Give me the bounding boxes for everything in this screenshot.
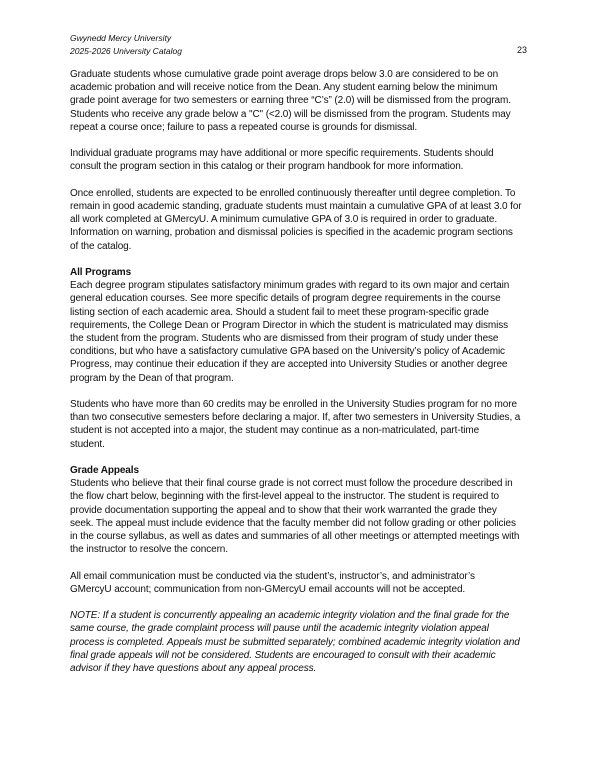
paragraph-all-programs [70, 279, 550, 385]
text-line: the flow chart below, beginning with the first-level appeal to the instructor. The student is required to [70, 491, 500, 503]
text-line: All email communication must be conducted via the student’s, instructor’s, and administrator’s [70, 570, 475, 582]
text-line: Students who receive any grade below a "C" (<2.0) will be dismissed from the program. Students may [70, 108, 511, 120]
header-university: Gwynedd Mercy University [70, 33, 172, 43]
text-line: student is not accepted into a major, the student may continue as a non-matriculated, part-time [70, 425, 480, 437]
text-line: requirements, the College Dean or Program Director in which the student is matriculated may dismiss [70, 319, 509, 331]
text-line: the instructor to resolve the concern. [70, 544, 228, 556]
heading-grade-appeals: Grade Appeals [70, 465, 139, 477]
text-line: in the course syllabus, as well as dates and summaries of all other meetings or attempted meetings with [70, 531, 520, 543]
text-line: remain in good academic standing, graduate students must maintain a cumulative GPA of at least 3.0 for [70, 201, 522, 212]
text-line: academic probation and will receive notice from the Dean. Any student earning below the minimum [70, 82, 498, 94]
paragraph-program-requirements [70, 147, 550, 173]
paragraph-note [70, 609, 550, 675]
text-line: NOTE: If a student is concurrently appealing an academic integrity violation and the final grade for the [70, 610, 510, 622]
paragraph-university-studies [70, 398, 550, 451]
text-line: Each degree program stipulates satisfactory minimum grades with regard to its own major and certain [70, 280, 510, 292]
text-line: the student from the program. Students who are dismissed from their program of study under these [70, 333, 499, 345]
text-line: final grade appeals will not be considered. Students are encouraged to consult with their academic [70, 649, 496, 661]
text-line: program by the Dean of that program. [70, 372, 234, 384]
text-line: repeat a course once; failure to pass a repeated course is grounds for dismissal. [70, 121, 418, 133]
text-line: seek. The appeal must include evidence that the faculty member did not follow grading or other policies [70, 517, 516, 529]
paragraph-enrollment [70, 187, 550, 253]
text-line: all work completed at GMercyU. A minimum cumulative GPA of 3.0 is required in order to graduate. [70, 214, 498, 226]
paragraph-probation [70, 68, 550, 134]
text-line: same course, the grade complaint process will pause until the academic integrity violation appeal [70, 623, 489, 635]
heading-all-programs: All Programs [70, 267, 132, 278]
text-line: process is completed. Appeals must be submitted separately; combined academic integrity violation and [70, 636, 520, 648]
text-line: Information on warning, probation and dismissal policies is specified in the academic program sections [70, 227, 513, 239]
text-line: advisor if they have questions about any appeal process. [70, 663, 317, 675]
paragraph-email [70, 570, 550, 596]
text-line: consult the program section in this catalog or their program handbook for more information. [70, 161, 464, 173]
section-all-programs [70, 266, 550, 385]
text-line: than two consecutive semesters before declaring a major. If, after two semesters in University Studies, a [70, 412, 521, 424]
text-line: provide documentation supporting the appeal and to show that their work warranted the grade they [70, 504, 497, 516]
text-line: grade point average for two semesters or earning three “C’s” (2.0) will be dismissed from the program. [70, 95, 511, 107]
text-line: of the catalog. [70, 240, 132, 252]
text-line: Graduate students whose cumulative grade point average drops below 3.0 are considered to be on [70, 69, 499, 80]
page-number: 23 [516, 45, 527, 55]
text-line: conditions, but who have a satisfactory cumulative GPA based on the University’s policy of Academic [70, 346, 505, 358]
text-line: Individual graduate programs may have additional or more specific requirements. Students should [70, 148, 494, 160]
text-line: student. [70, 438, 105, 450]
header-catalog: 2025-2026 University Catalog [70, 46, 182, 56]
section-grade-appeals [70, 464, 550, 556]
page-body [70, 68, 550, 688]
text-line: listing section of each academic area. Should a student fail to meet these program-specific grade [70, 306, 489, 318]
text-line: Students who have more than 60 credits may be enrolled in the University Studies program for no more [70, 399, 517, 411]
paragraph-grade-appeals [70, 477, 550, 556]
text-line: Once enrolled, students are expected to be enrolled continuously thereafter until degree completion. To [70, 187, 516, 199]
text-line: Students who believe that their final course grade is not correct must follow the procedure described in [70, 478, 513, 490]
text-line: Progress, may continue their education if they are accepted into University Studies or another degree [70, 359, 508, 371]
text-line: GMercyU account; communication from non-GMercyU email accounts will not be accepted. [70, 583, 466, 595]
text-line: general education courses. See more specific details of program degree requirements in the course [70, 293, 501, 305]
